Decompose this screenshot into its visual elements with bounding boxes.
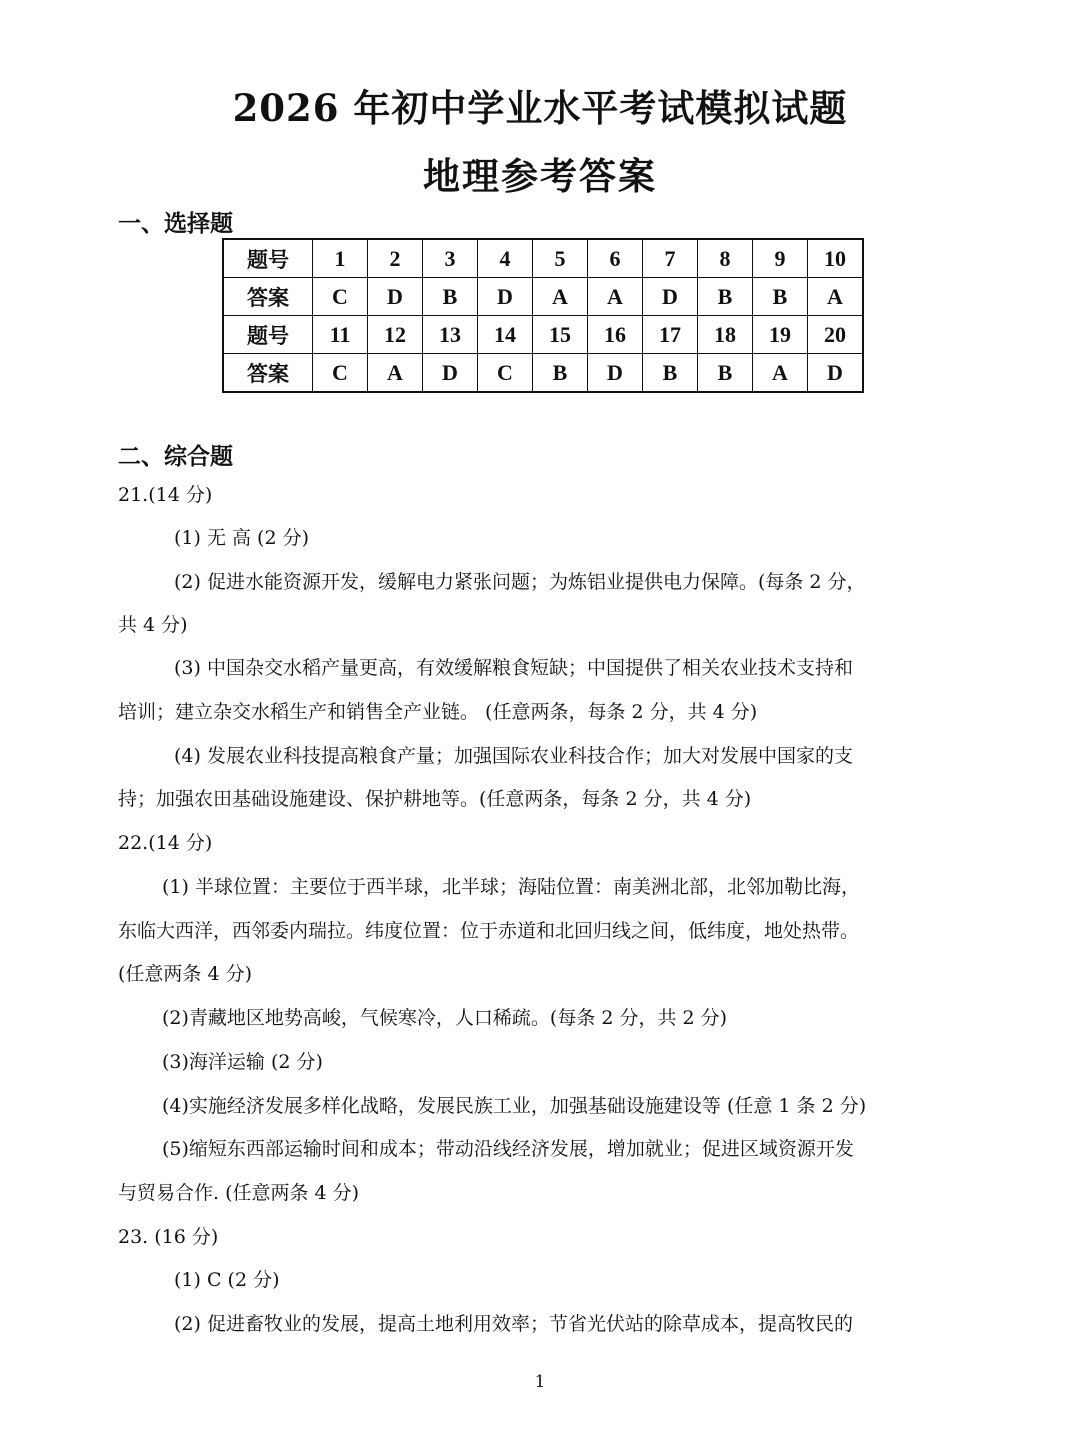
answer-line: 东临大西洋，西邻委内瑞拉。纬度位置：位于赤道和北回归线之间，低纬度，地处热带。	[118, 920, 860, 942]
question-number-row	[223, 239, 863, 278]
answer-cell: D	[588, 354, 643, 393]
answer-cell: A	[588, 278, 643, 316]
section-heading-choice: 一、选择题	[118, 210, 233, 237]
question-number-cell: 18	[698, 316, 753, 354]
answer-cell: B	[533, 354, 588, 393]
page-subtitle: 地理参考答案	[423, 154, 657, 198]
answer-cell: D	[643, 278, 698, 316]
answer-line: (2) 促进畜牧业的发展，提高土地利用效率；节省光伏站的除草成本，提高牧民的	[174, 1313, 853, 1335]
answer-cell: D	[423, 354, 478, 393]
question-number-cell: 17	[643, 316, 698, 354]
answer-row	[223, 278, 863, 316]
question-number-cell: 15	[533, 316, 588, 354]
answer-cell: B	[698, 278, 753, 316]
answer-line: (1) 无 高 (2 分)	[174, 527, 309, 549]
answer-row	[223, 354, 863, 393]
answer-cell: A	[753, 354, 808, 393]
question-number-cell: 10	[808, 239, 864, 278]
answer-cell: C	[313, 278, 368, 316]
answer-line: 培训；建立杂交水稻生产和销售全产业链。 (任意两条，每条 2 分，共 4 分)	[118, 701, 758, 723]
question-number-cell: 11	[313, 316, 368, 354]
question-number-cell: 9	[753, 239, 808, 278]
answer-line: (3) 中国杂交水稻产量更高，有效缓解粮食短缺；中国提供了相关农业技术支持和	[174, 657, 853, 679]
answer-line: 23. (16 分)	[118, 1226, 219, 1248]
question-number-cell: 20	[808, 316, 864, 354]
section-heading-comprehensive: 二、综合题	[118, 443, 233, 470]
question-number-label: 题号	[223, 316, 313, 354]
answer-line: (1) C (2 分)	[174, 1269, 280, 1291]
answer-line: (1) 半球位置：主要位于西半球，北半球；海陆位置：南美洲北部，北邻加勒比海，	[162, 876, 860, 898]
answer-line: (4)实施经济发展多样化战略，发展民族工业，加强基础设施建设等 (任意 1 条 2 分)	[162, 1095, 867, 1117]
answer-cell: B	[423, 278, 478, 316]
answer-line: 持；加强农田基础设施建设、保护耕地等。(任意两条，每条 2 分，共 4 分)	[118, 788, 752, 810]
answer-line: 与贸易合作. (任意两条 4 分)	[118, 1182, 360, 1204]
question-number-label: 题号	[223, 239, 313, 278]
answer-cell: D	[808, 354, 864, 393]
question-number-cell: 3	[423, 239, 478, 278]
answer-cell: C	[313, 354, 368, 393]
answer-cell: B	[643, 354, 698, 393]
question-number-cell: 6	[588, 239, 643, 278]
page-number: 1	[534, 1372, 546, 1392]
answer-line: (3)海洋运输 (2 分)	[162, 1051, 323, 1073]
question-number-cell: 4	[478, 239, 533, 278]
question-number-cell: 5	[533, 239, 588, 278]
answer-line: (5)缩短东西部运输时间和成本；带动沿线经济发展，增加就业；促进区域资源开发	[162, 1138, 854, 1160]
answer-line: (2)青藏地区地势高峻，气候寒冷，人口稀疏。(每条 2 分，共 2 分)	[162, 1007, 728, 1029]
answer-cell: A	[808, 278, 864, 316]
answer-cell: D	[368, 278, 423, 316]
question-number-cell: 2	[368, 239, 423, 278]
page-title: 2026 年初中学业水平考试模拟试题	[232, 86, 848, 130]
answer-line: 共 4 分)	[118, 614, 188, 636]
answer-cell: C	[478, 354, 533, 393]
answer-cell: A	[533, 278, 588, 316]
question-number-cell: 14	[478, 316, 533, 354]
question-number-cell: 1	[313, 239, 368, 278]
question-number-cell: 19	[753, 316, 808, 354]
question-number-cell: 8	[698, 239, 753, 278]
answer-label: 答案	[223, 278, 313, 316]
answer-line: (4) 发展农业科技提高粮食产量；加强国际农业科技合作；加大对发展中国家的支	[174, 745, 853, 767]
answer-line: 21.(14 分)	[118, 484, 213, 506]
question-number-row	[223, 316, 863, 354]
answer-line: 22.(14 分)	[118, 832, 213, 854]
question-number-cell: 13	[423, 316, 478, 354]
answer-cell: B	[698, 354, 753, 393]
answer-cell: D	[478, 278, 533, 316]
answer-line: (2) 促进水能资源开发，缓解电力紧张问题；为炼铝业提供电力保障。(每条 2 分，	[174, 571, 866, 593]
answer-line: (任意两条 4 分)	[118, 963, 252, 985]
question-number-cell: 16	[588, 316, 643, 354]
answer-cell: B	[753, 278, 808, 316]
multiple-choice-answer-table	[222, 238, 864, 393]
question-number-cell: 12	[368, 316, 423, 354]
question-number-cell: 7	[643, 239, 698, 278]
answer-label: 答案	[223, 354, 313, 393]
answer-cell: A	[368, 354, 423, 393]
